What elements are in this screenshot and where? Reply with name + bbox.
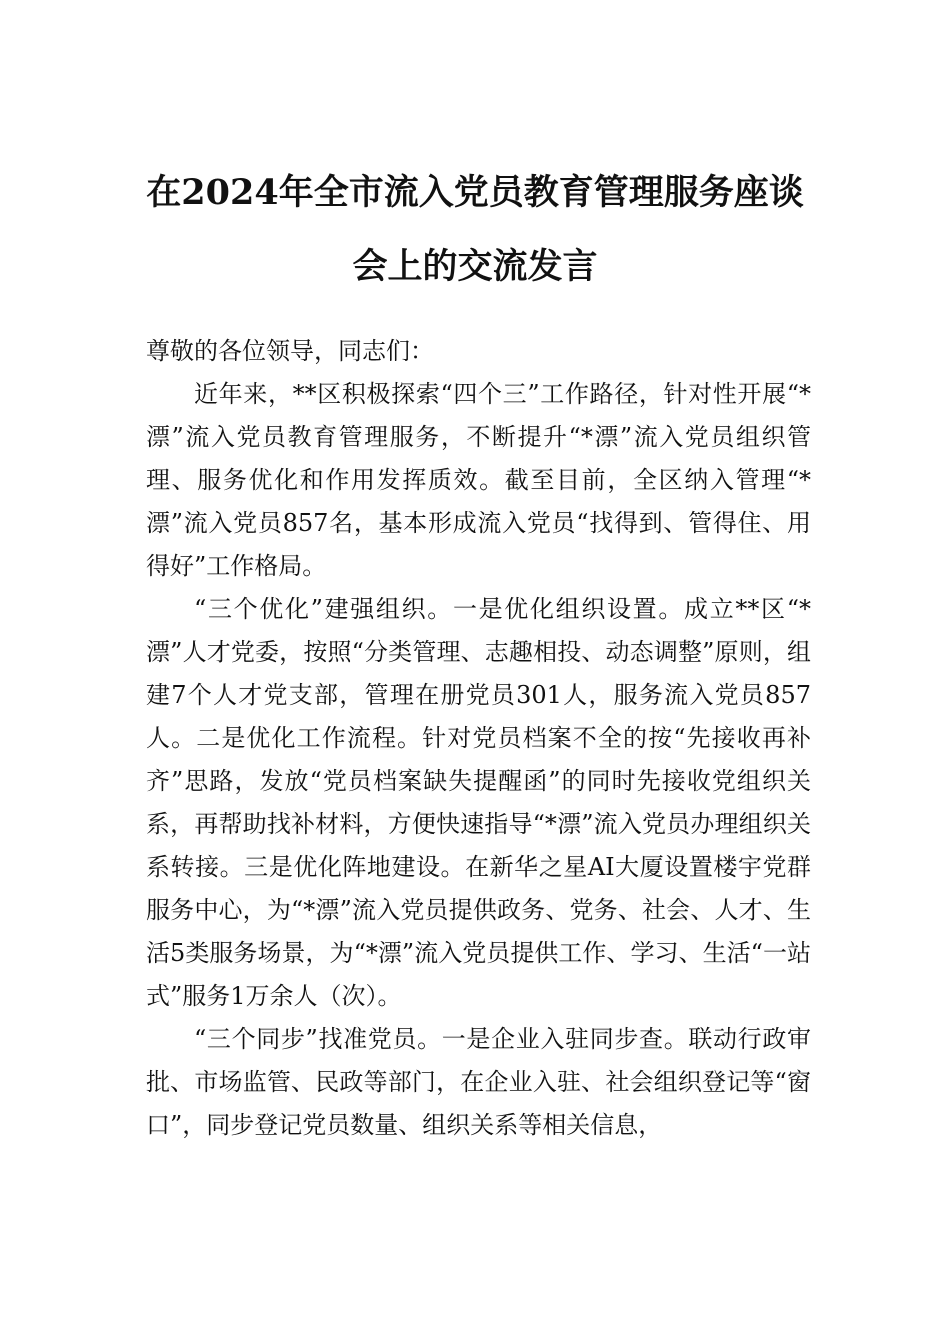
document-body	[146, 330, 811, 1147]
paragraph-intro: 近年来，**区积极探索“四个三”工作路径，针对性开展“*漂”流入党员教育管理服务，不断提升“*漂”流入党员组织管理、服务优化和作用发挥质效。截至目前，全区纳入管理“*漂”流入党员857名，基本形成流入党员“找得到、管得住、用得好”工作格局。	[146, 380, 811, 580]
paragraph-three-optimizations: “三个优化”建强组织。一是优化组织设置。成立**区“*漂”人才党委，按照“分类管理、志趣相投、动态调整”原则，组建7个人才党支部，管理在册党员301人，服务流入党员857人。二是优化工作流程。针对党员档案不全的按“先接收再补齐”思路，发放“党员档案缺失提醒函”的同时先接收党组织关系，再帮助找补材料，方便快速指导“*漂”流入党员办理组织关系转接。三是优化阵地建设。在新华之星AI大厦设置楼宇党群服务中心，为“*漂”流入党员提供政务、党务、社会、人才、生活5类服务场景，为“*漂”流入党员提供工作、学习、生活“一站式”服务1万余人（次）。	[146, 595, 811, 1010]
document-title	[120, 156, 830, 304]
paragraph-three-synchronizations: “三个同步”找准党员。一是企业入驻同步查。联动行政审批、市场监管、民政等部门，在企业入驻、社会组织登记等“窗口”，同步登记党员数量、组织关系等相关信息，	[146, 1025, 811, 1139]
title-line-2: 会上的交流发言	[352, 246, 598, 287]
title-line-1: 在2024年全市流入党员教育管理服务座谈	[146, 172, 804, 213]
salutation: 尊敬的各位领导，同志们：	[146, 337, 434, 365]
